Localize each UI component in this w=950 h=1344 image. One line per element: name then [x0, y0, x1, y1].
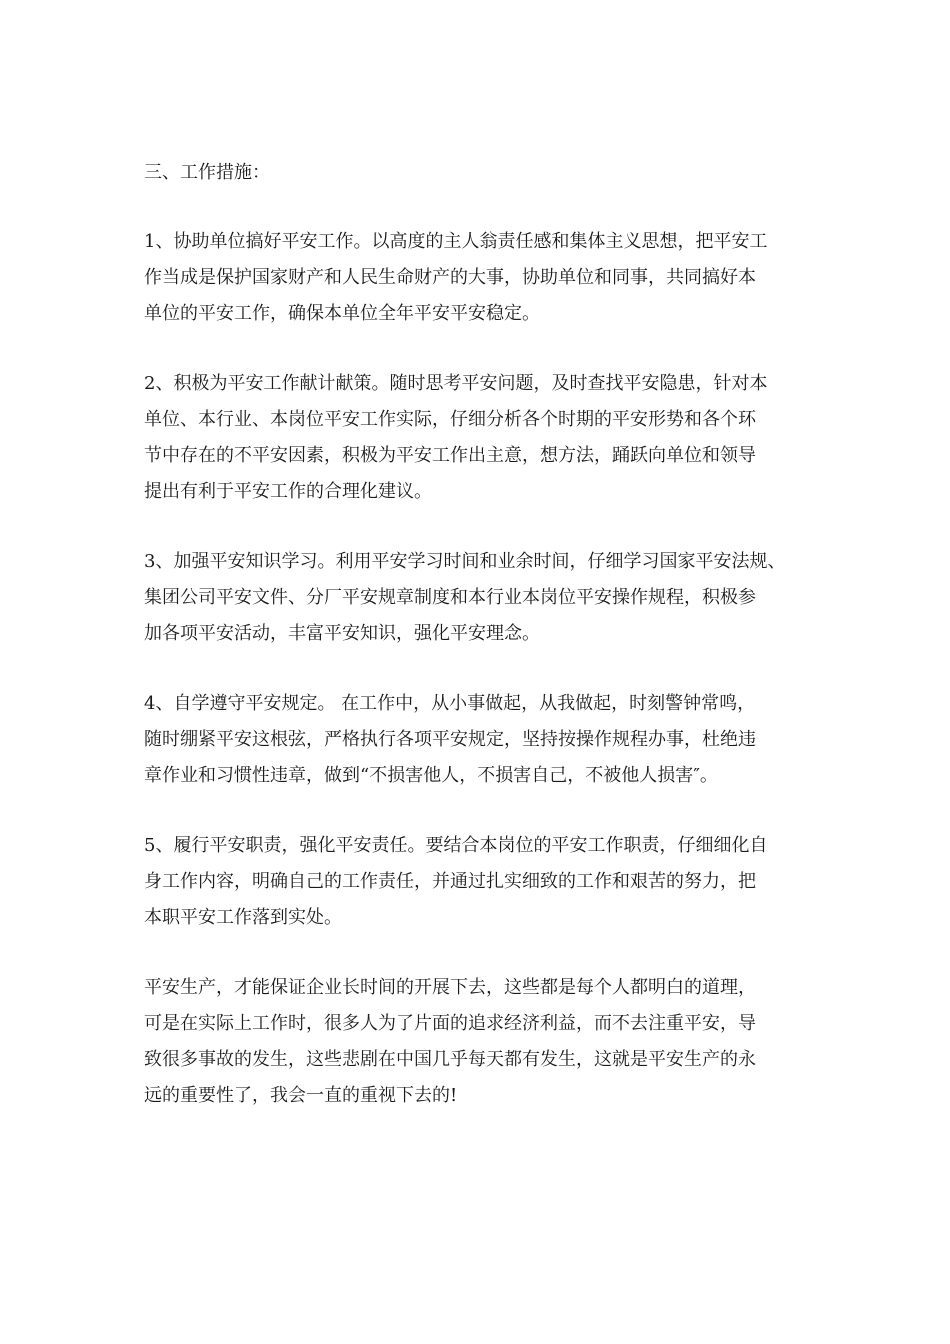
paragraph-measure-4: [144, 686, 844, 794]
paragraph-line: 节中存在的不平安因素，积极为平安工作出主意，想方法，踊跃向单位和领导: [144, 445, 756, 466]
paragraph-line: 2、积极为平安工作献计献策。随时思考平安问题，及时查找平安隐患，针对本: [144, 373, 768, 394]
paragraph-line: 5、履行平安职责，强化平安责任。要结合本岗位的平安工作职责，仔细细化自: [144, 835, 768, 856]
paragraph-line: 4、自学遵守平安规定。 在工作中，从小事做起，从我做起，时刻警钟常鸣，: [144, 693, 756, 714]
paragraph-line: 单位的平安工作，确保本单位全年平安平安稳定。: [144, 303, 540, 324]
paragraph-conclusion: [144, 970, 844, 1114]
section-heading: 三、工作措施：: [144, 162, 270, 183]
paragraph-line: 远的重要性了，我会一直的重视下去的!: [144, 1085, 458, 1106]
paragraph-line: 提出有利于平安工作的合理化建议。: [144, 481, 432, 502]
paragraph-line: 集团公司平安文件、分厂平安规章制度和本行业本岗位平安操作规程，积极参: [144, 587, 756, 608]
paragraph-measure-3: [144, 544, 844, 652]
paragraph-measure-2: [144, 366, 844, 510]
paragraph-line: 致很多事故的发生，这些悲剧在中国几乎每天都有发生，这就是平安生产的永: [144, 1049, 756, 1070]
paragraph-line: 随时绷紧平安这根弦，严格执行各项平安规定，坚持按操作规程办事，杜绝违: [144, 729, 756, 750]
paragraph-line: 章作业和习惯性违章，做到“不损害他人，不损害自己，不被他人损害″。: [144, 765, 718, 786]
paragraph-line: 可是在实际上工作时，很多人为了片面的追求经济利益，而不去注重平安，导: [144, 1013, 756, 1034]
paragraph-line: 3、加强平安知识学习。利用平安学习时间和业余时间，仔细学习国家平安法规、: [144, 551, 786, 572]
paragraph-line: 本职平安工作落到实处。: [144, 907, 342, 928]
document-page: [144, 156, 844, 1148]
paragraph-line: 1、协助单位搞好平安工作。以高度的主人翁责任感和集体主义思想，把平安工: [144, 231, 768, 252]
paragraph-line: 作当成是保护国家财产和人民生命财产的大事，协助单位和同事，共同搞好本: [144, 267, 756, 288]
paragraph-line: 身工作内容，明确自己的工作责任，并通过扎实细致的工作和艰苦的努力，把: [144, 871, 756, 892]
paragraph-measure-1: [144, 224, 844, 332]
paragraph-measure-5: [144, 828, 844, 936]
paragraph-line: 加各项平安活动，丰富平安知识，强化平安理念。: [144, 623, 540, 644]
paragraph-line: 单位、本行业、本岗位平安工作实际，仔细分析各个时期的平安形势和各个环: [144, 409, 756, 430]
paragraph-line: 平安生产，才能保证企业长时间的开展下去，这些都是每个人都明白的道理，: [144, 977, 756, 998]
